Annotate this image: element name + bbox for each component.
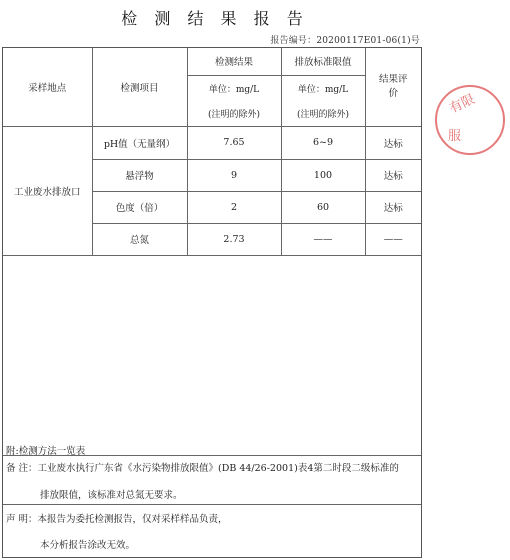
header-limit: 排放标准限值 <box>281 48 365 75</box>
results-table <box>3 48 421 256</box>
limit-cell: —— <box>281 223 365 255</box>
stamp-text-2: 服 <box>448 129 462 144</box>
limit-unit: 单位：mg/L <box>281 75 365 101</box>
report-title: 检 测 结 果 报 告 <box>121 9 309 28</box>
eval-cell: 达标 <box>365 191 421 223</box>
result-cell: 2 <box>187 191 281 223</box>
red-seal-stamp <box>430 80 510 160</box>
attachment-note: 附:检测方法一览表 <box>6 446 86 457</box>
remark-line-2: 排放限值，该标准对总氮无要求。 <box>40 490 183 501</box>
limit-cell: 60 <box>281 191 365 223</box>
item-cell: 悬浮物 <box>92 159 187 191</box>
eval-cell: 达标 <box>365 159 421 191</box>
header-eval <box>365 48 421 126</box>
result-cell: 2.73 <box>187 223 281 255</box>
location-cell: 工业废水排放口 <box>3 126 92 255</box>
header-item: 检测项目 <box>92 48 187 126</box>
item-cell: 色度（倍） <box>92 191 187 223</box>
item-cell: 总氮 <box>92 223 187 255</box>
item-cell: pH值（无量纲） <box>92 126 187 159</box>
header-result: 检测结果 <box>187 48 281 75</box>
stamp-text: 有限 <box>447 92 478 117</box>
remark-line-1: 备 注：工业废水执行广东省《水污染物排放限值》(DB 44/26-2001)表4第二时段二级标准的 <box>6 463 399 474</box>
result-cell: 9 <box>187 159 281 191</box>
limit-note: (注明的除外) <box>281 101 365 126</box>
limit-cell: 6~9 <box>281 126 365 159</box>
header-eval-label: 结果评价 <box>378 73 408 99</box>
result-unit: 单位：mg/L <box>187 75 281 101</box>
divider <box>3 455 421 456</box>
eval-cell: —— <box>365 223 421 255</box>
result-cell: 7.65 <box>187 126 281 159</box>
limit-cell: 100 <box>281 159 365 191</box>
header-location: 采样地点 <box>3 48 92 126</box>
divider <box>3 504 421 505</box>
table-row <box>3 126 421 159</box>
statement-line-1: 声 明：本报告为委托检测报告，仅对采样样品负责， <box>6 514 228 525</box>
report-number: 报告编号：20200117E01-06(1)号 <box>270 36 420 46</box>
report-frame <box>2 47 422 558</box>
statement-line-2: 本分析报告涂改无效。 <box>40 540 136 551</box>
eval-cell: 达标 <box>365 126 421 159</box>
result-note: (注明的除外) <box>187 101 281 126</box>
